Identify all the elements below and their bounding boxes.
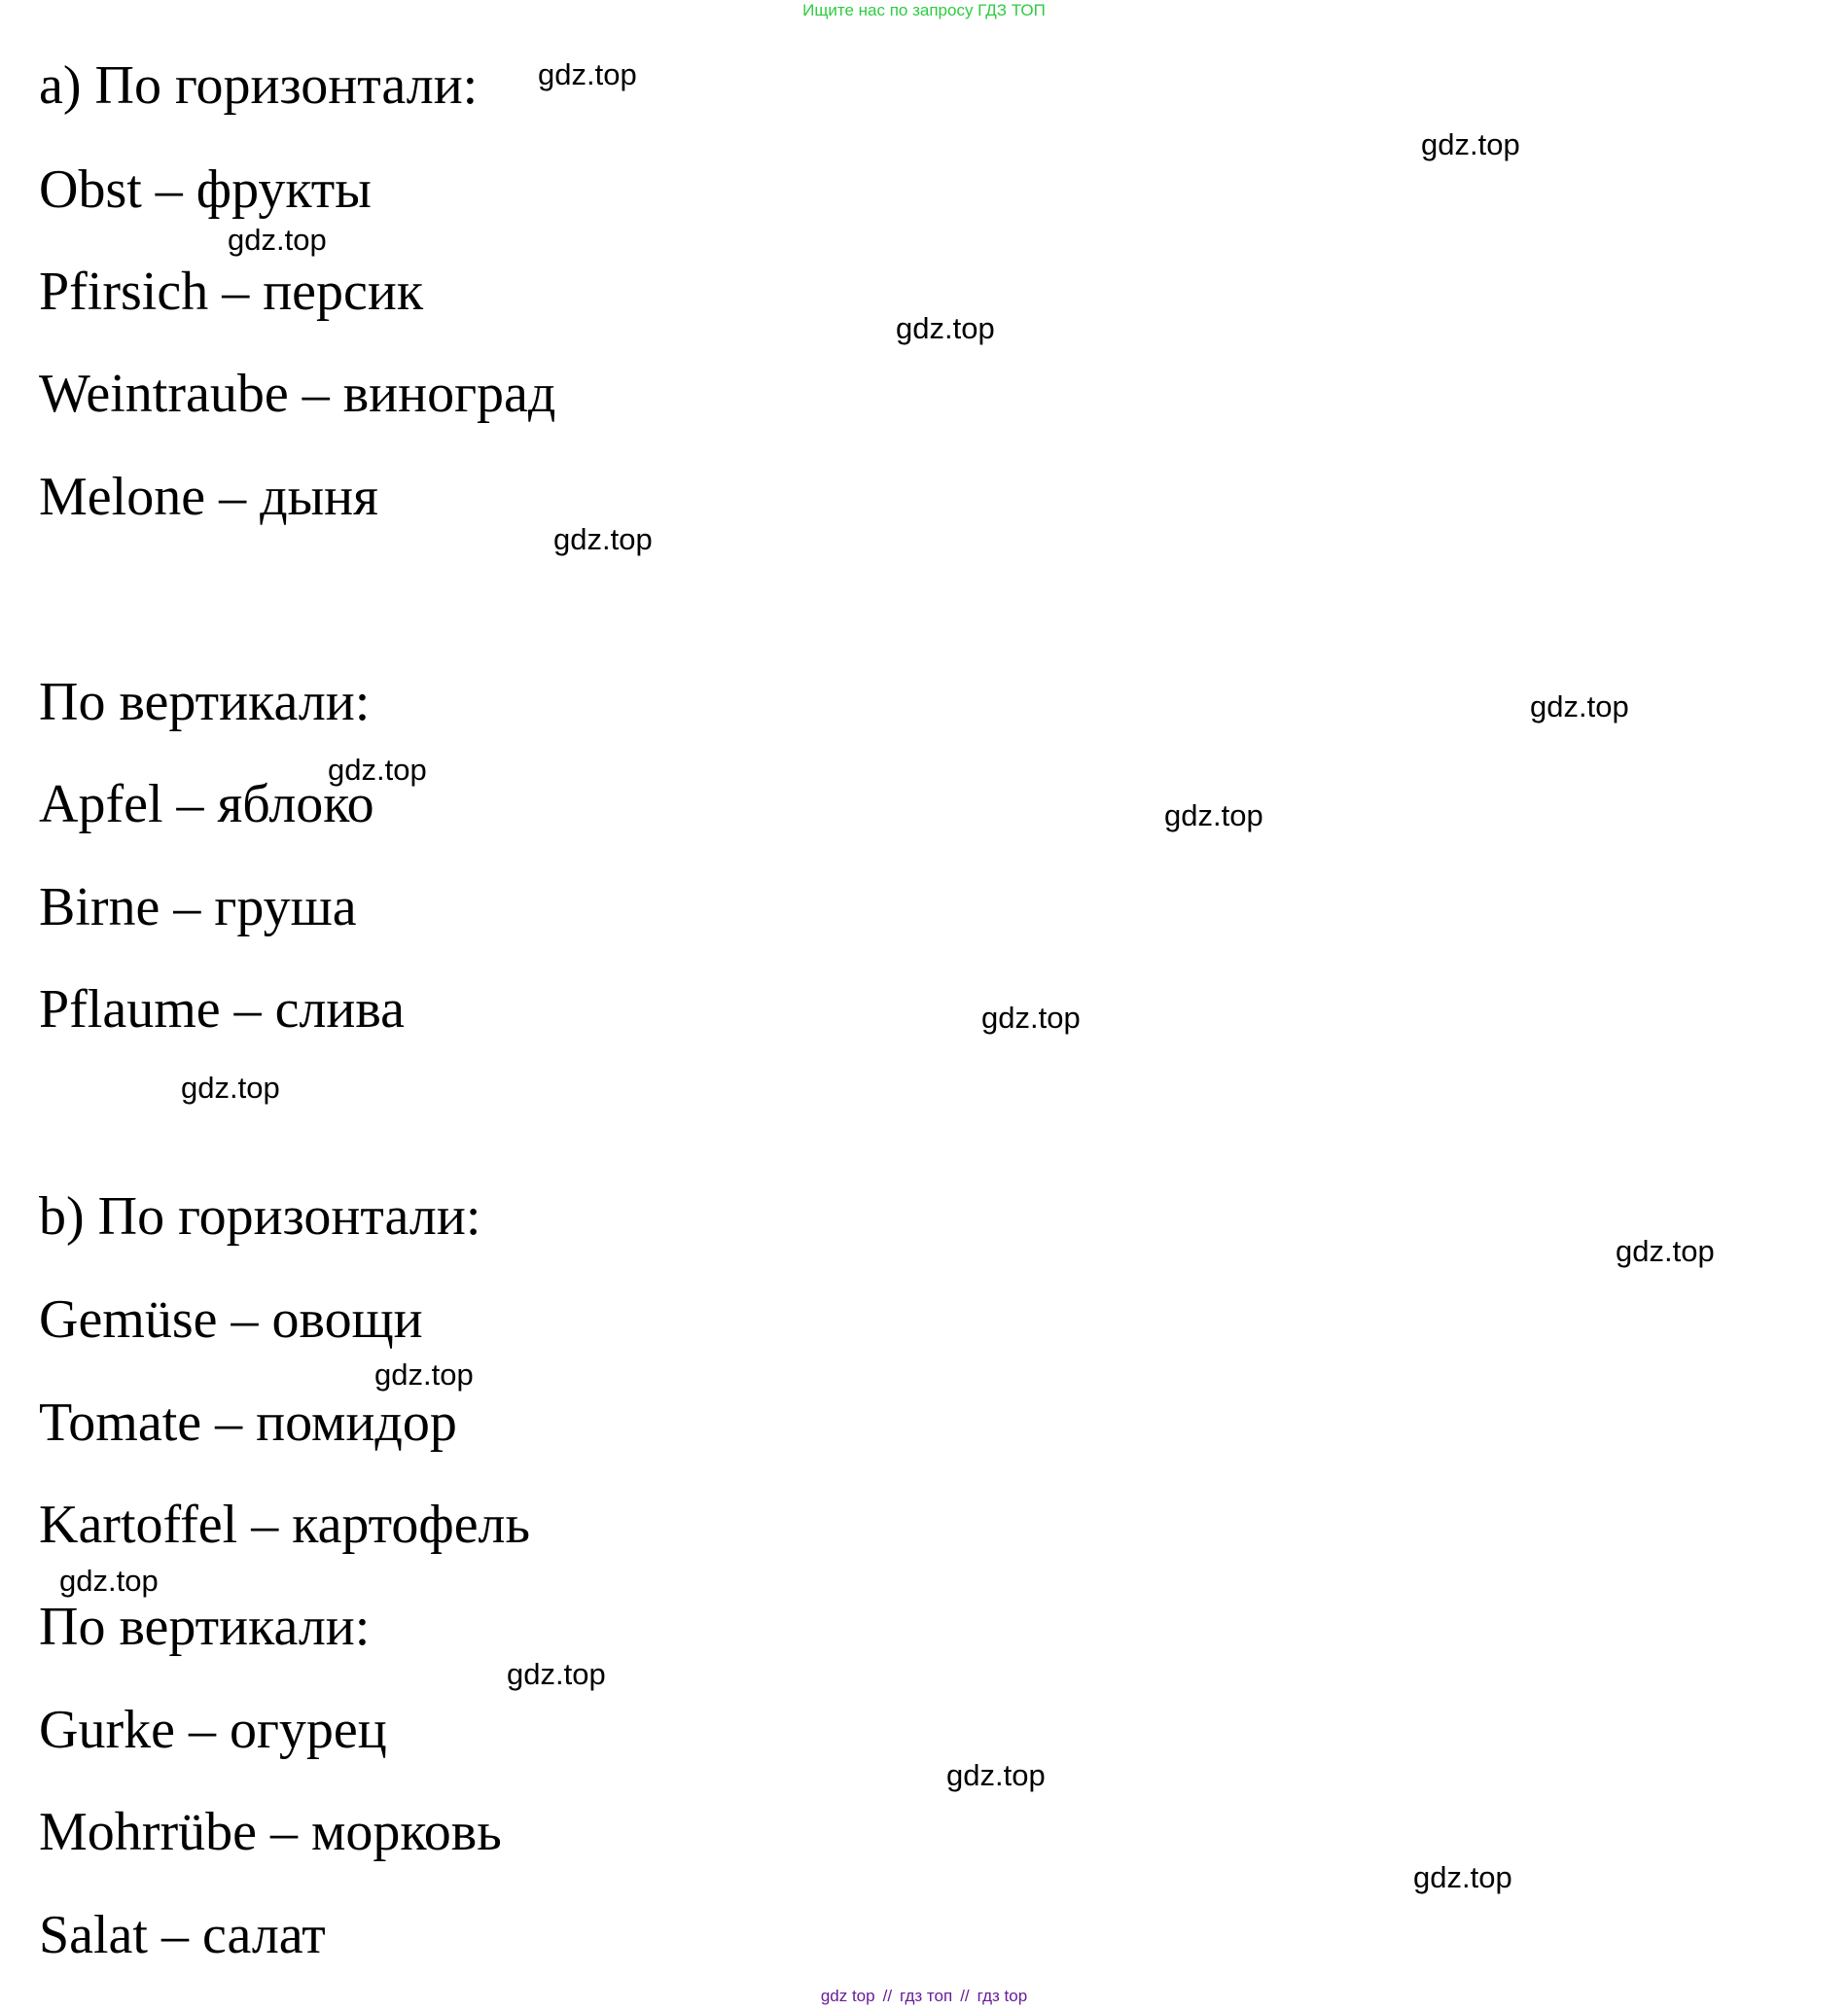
footer-separator: //: [882, 1987, 893, 2005]
word-pair: Obst – фрукты: [39, 159, 372, 220]
watermark: gdz.top: [896, 311, 995, 345]
watermark: gdz.top: [507, 1657, 606, 1691]
word-pair: Apfel – яблоко: [39, 774, 374, 834]
watermark: gdz.top: [981, 1001, 1081, 1035]
word-pair: Weintraube – виноград: [39, 364, 556, 424]
section-b-heading-horizontal: b) По горизонтали:: [39, 1186, 481, 1247]
section-a-heading-horizontal: a) По горизонтали:: [39, 55, 479, 116]
word-pair: Kartoffel – картофель: [39, 1495, 531, 1555]
watermark: gdz.top: [1421, 127, 1520, 161]
watermark: gdz.top: [374, 1358, 474, 1392]
word-pair: Gemüse – овощи: [39, 1289, 423, 1350]
watermark: gdz.top: [538, 57, 637, 91]
footer-link[interactable]: гдз top: [977, 1987, 1028, 2005]
watermark: gdz.top: [1530, 689, 1629, 723]
watermark: gdz.top: [553, 522, 653, 556]
watermark: gdz.top: [1616, 1234, 1715, 1268]
word-pair: Gurke – огурец: [39, 1700, 387, 1760]
word-pair: Pfirsich – персик: [39, 262, 424, 322]
word-pair: Melone – дыня: [39, 467, 378, 527]
search-banner: Ищите нас по запросу ГДЗ ТОП: [802, 1, 1046, 19]
watermark: gdz.top: [1413, 1860, 1512, 1894]
watermark: gdz.top: [59, 1564, 159, 1598]
watermark: gdz.top: [181, 1071, 280, 1105]
footer-link[interactable]: гдз топ: [900, 1987, 953, 2005]
footer-link[interactable]: gdz top: [820, 1987, 875, 2005]
word-pair: Tomate – помидор: [39, 1393, 457, 1453]
watermark: gdz.top: [328, 753, 427, 787]
section-b-heading-vertical: По вертикали:: [39, 1597, 371, 1657]
word-pair: Birne – груша: [39, 877, 357, 937]
word-pair: Salat – салат: [39, 1905, 326, 1965]
section-a-heading-vertical: По вертикали:: [39, 672, 371, 732]
footer: [0, 1986, 1848, 2007]
watermark: gdz.top: [228, 223, 327, 257]
word-pair: Pflaume – слива: [39, 979, 405, 1040]
watermark: gdz.top: [946, 1758, 1046, 1792]
watermark: gdz.top: [1164, 798, 1263, 832]
footer-separator: //: [960, 1987, 970, 2005]
word-pair: Mohrrübe – морковь: [39, 1802, 502, 1862]
